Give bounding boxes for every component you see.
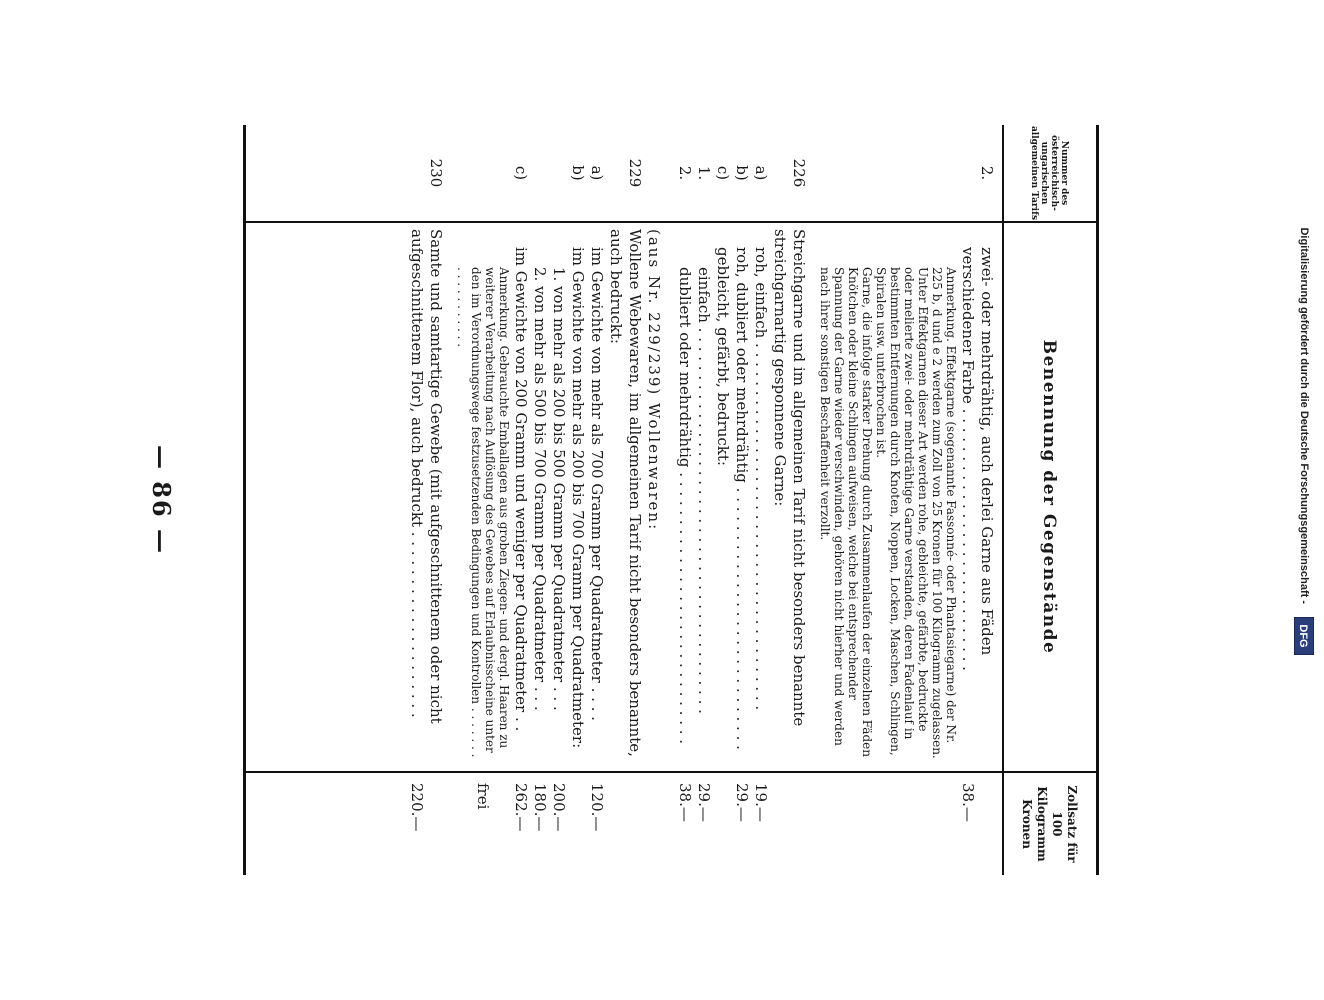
dfg-logo: DFG — [1294, 617, 1314, 655]
table-row — [770, 125, 808, 875]
row-rate — [818, 769, 874, 875]
row-rate: 220.— — [408, 783, 426, 832]
row-rate: 200.— — [550, 783, 568, 832]
row-number: 230 — [427, 158, 445, 188]
row-rate: 29.— — [695, 783, 713, 822]
row-rate: 38.— — [676, 783, 694, 822]
header-name-column: Benennung der Gegenstände — [1039, 339, 1059, 655]
row-note: Garne, die infolge starker Drehung durch Zusammenlaufen der einzelnen Fäden Knötchen oder kleine Schlingen aufweisen, welche bei entsprechender Spannung der Garne wieder verschwinden, gehören nicht hierher und werden nach ihrer sonstigen Beschaffenheit verzollt. — [818, 267, 874, 757]
table-row — [930, 125, 958, 875]
table-row — [958, 125, 996, 875]
row-number — [530, 125, 549, 221]
table-row — [675, 125, 694, 875]
row-rate: 120.— — [588, 783, 606, 832]
table-row — [549, 125, 568, 875]
row-rate: 38.— — [959, 783, 977, 822]
header-rate-column: Zollsatz für 100 Kilogramm Kronen — [1020, 785, 1079, 863]
header-number-column: Nummer des österreichisch-ungarischen allgemeinen Tarifs — [1029, 125, 1069, 221]
row-text: im Gewichte von mehr als 200 bis 700 Gramm per Quadratmeter: — [569, 247, 587, 749]
table-row — [407, 125, 445, 875]
credit-text: Digitalisierung gefördert durch die Deutsche Forschungsgemeinschaft - — [1298, 227, 1310, 604]
row-number: a) — [588, 165, 606, 181]
row-text: einfach . . . . . . . . . . . . . . . . . . . . . . . . . . . . . . . . . . . . . . . . . — [695, 267, 713, 714]
table-row — [732, 125, 751, 875]
table-row — [713, 125, 732, 875]
row-rate: 19.— — [752, 783, 770, 822]
row-rate — [874, 769, 930, 875]
table-row — [751, 125, 770, 875]
row-number: c) — [714, 165, 732, 181]
row-number — [930, 125, 958, 221]
table-row — [818, 125, 874, 875]
table-row — [587, 125, 606, 875]
row-rate: 29.— — [733, 783, 751, 822]
row-number: b) — [733, 165, 751, 181]
tariff-table — [243, 125, 1099, 875]
row-text: roh, dubliert oder mehrdrähtig . . . . . . . . . . . . . . . . . . . . . . . . . . . . — [733, 247, 751, 750]
row-text: dubliert oder mehrdrähtig . . . . . . . . . . . . . . . . . . . . . . . . . . . . . — [676, 267, 694, 745]
row-number — [644, 125, 663, 221]
row-rate: 262.— — [512, 783, 530, 832]
header-rule — [1002, 125, 1004, 875]
row-number: a) — [752, 165, 770, 181]
row-number: b) — [569, 165, 587, 181]
row-rate — [606, 769, 644, 875]
table-row — [874, 125, 930, 875]
table-row — [568, 125, 587, 875]
row-number: c) — [512, 165, 530, 181]
row-number — [818, 125, 874, 221]
digitization-credit — [1284, 0, 1324, 1000]
row-note: Anmerkung. Gebrauchte Emballagen aus groben Ziegen- und dergl. Haaren zu weiterer Verarbeitung nach Auflösung des Gewebes auf Erlaubnisscheine unter den im Verordnungswege festzusetzenden Bedingungen und Kontrollen . . . . . . . . . . . . . . . . . . — [455, 267, 511, 758]
row-rate — [770, 769, 808, 875]
row-rate — [644, 769, 663, 875]
row-text: Wollene Webewaren, im allgemeinen Tarif nicht besonders benannte, auch bedruckt: — [607, 229, 644, 757]
row-text: gebleicht, gefärbt, bedruckt: — [714, 247, 732, 466]
row-text: (aus Nr. 229/239) Wollenwaren: — [645, 229, 663, 532]
table-row — [530, 125, 549, 875]
row-text: Samte und samtartige Gewebe (mit aufgeschnittenem oder nicht aufgeschnittenem Flor), auch bedruckt . . . . . . . . . . . . . . . . . . . . — [408, 229, 445, 724]
row-rate — [568, 769, 587, 875]
row-rate — [713, 769, 732, 875]
row-note: Anmerkung. Effektgarne (sogenannte Fassonné- oder Phantasiegarne) der Nr. 225 b, d und e 2 werden zum Zoll von 25 Kronen für 100 Kilogramm zugelassen. — [930, 267, 958, 759]
page-number: — 86 — — [147, 444, 176, 556]
table-row — [455, 125, 511, 875]
table-row — [511, 125, 530, 875]
row-text: roh, einfach . . . . . . . . . . . . . . . . . . . . . . . . . . . . . . . . . . . . . . . — [752, 247, 770, 711]
table-row — [694, 125, 713, 875]
row-rate — [930, 769, 958, 875]
row-number: 229 — [626, 158, 644, 188]
row-note: Unter Effektgarnen dieser Art werden rohe, gebleichte, gefärbte, bedruckte oder melierte zwei- oder mehrdrähtige Garne verstanden, deren Fadenlauf in bestimmten Entfernungen durch Knoten, Noppen, Locken, Maschen, Schlingen, Spiralen usw. unterbrochen ist. — [874, 267, 930, 756]
table-body — [407, 125, 996, 875]
row-rate: frei — [474, 783, 493, 810]
row-number — [874, 125, 930, 221]
row-number: 2. — [676, 165, 694, 181]
row-text: im Gewichte von mehr als 700 Gramm per Quadratmeter . . . . — [588, 247, 606, 721]
row-number — [549, 125, 568, 221]
row-text: Streichgarne und im allgemeinen Tarif nicht besonders benannte streichgarnartig gesponnene Garne: — [771, 229, 808, 727]
row-text: 1. von mehr als 200 bis 500 Gramm per Quadratmeter . . . — [550, 267, 568, 711]
row-text: 2. von mehr als 500 bis 700 Gramm per Quadratmeter . . . — [531, 267, 549, 711]
table-row — [644, 125, 663, 875]
row-text: zwei- oder mehrdrähtig, auch derlei Garne aus Fäden verschiedener Farbe . . . . . . . . . . . . . . . . . . . . . . . . . . . . — [959, 247, 996, 671]
row-rate: 180.— — [531, 783, 549, 832]
row-number — [455, 125, 511, 221]
row-text: im Gewichte von 200 Gramm und weniger per Quadratmeter . . — [512, 247, 530, 732]
table-row — [606, 125, 644, 875]
row-number: 226 — [790, 158, 808, 188]
row-number: 1. — [695, 165, 713, 181]
row-number: 2. — [978, 165, 996, 181]
